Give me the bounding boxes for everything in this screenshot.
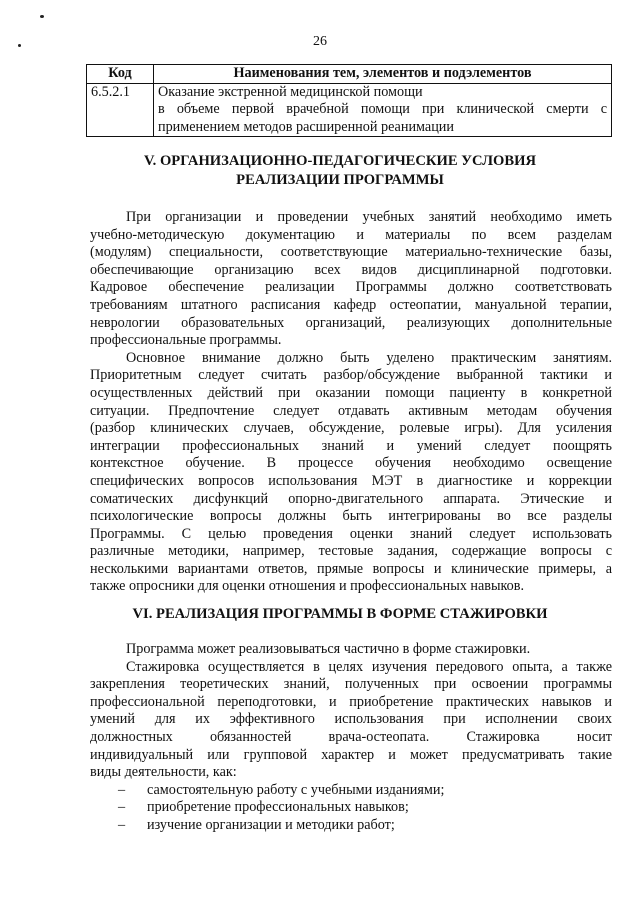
- text-line: виды деятельности, как:: [90, 764, 237, 781]
- text-line: умений для их эффективного использования при исполнении своих: [90, 711, 612, 728]
- topic-name-line: Оказание экстренной медицинской помощи: [158, 83, 423, 100]
- list-item-text: приобретение профессиональных навыков;: [147, 799, 409, 816]
- text-line: ситуации. Предпочтение следует отдавать активным методам обучения: [90, 402, 612, 419]
- page-number: 26: [313, 34, 327, 49]
- topic-name: [154, 83, 612, 137]
- text-line: Стажировка осуществляется в целях изучения передового опыта, а также: [126, 658, 612, 675]
- text-line: профессиональной переподготовки, и приобретение практических навыков и: [90, 693, 612, 710]
- list-marker: –: [118, 799, 126, 816]
- text-line: При организации и проведении учебных занятий необходимо иметь: [126, 209, 612, 225]
- section-5-title-line: V. ОРГАНИЗАЦИОННО-ПЕДАГОГИЧЕСКИЕ УСЛОВИЯ: [144, 153, 536, 169]
- table-row: [87, 83, 612, 137]
- text-line: специфических вопросов использования МЭТ в диагностике и коррекции: [90, 472, 612, 489]
- text-line: контекстное обучение. В процессе обучения необходимо освещение: [90, 455, 612, 472]
- section-5-body: [90, 209, 612, 596]
- text-line: Программа может реализовываться частично в форме стажировки.: [126, 641, 531, 657]
- column-header-name: Наименования тем, элементов и подэлементов: [154, 65, 612, 84]
- list-item-text: самостоятельную работу с учебными изданиями;: [147, 781, 445, 798]
- text-line: Кадровое обеспечение реализации Программы должно соответствовать: [90, 279, 612, 296]
- text-line: соматических дисфункций опорно-двигательного аппарата. Этические и: [90, 490, 612, 507]
- text-line: закрепления теоретических знаний, полученных при освоении программы: [90, 676, 612, 693]
- column-header-code: Код: [87, 65, 154, 84]
- text-line: должностных обязанностей врача-остеопата. Стажировка носит: [90, 728, 612, 745]
- topic-name-line: применением методов расширенной реанимации: [158, 118, 454, 135]
- text-line: несколькими вариантами ответов, прямые вопросы и клинические примеры, а: [90, 560, 612, 577]
- section-5-title-line: РЕАЛИЗАЦИИ ПРОГРАММЫ: [236, 172, 444, 188]
- text-line: также опросники для оценки отношения и профессиональных навыков.: [90, 578, 525, 595]
- list-item-text: изучение организации и методики работ;: [147, 816, 395, 833]
- text-line: психологические вопросы должны быть интегрированы во все разделы: [90, 508, 612, 525]
- table-header-row: [87, 65, 612, 84]
- list-marker: –: [118, 816, 126, 833]
- text-line: (модулям) специальности, соответствующие материально-технические базы,: [90, 244, 612, 261]
- text-line: различные методики, например, тестовые задания, содержащие вопросы с: [90, 543, 612, 560]
- scan-speck: [40, 15, 44, 18]
- topic-code: 6.5.2.1: [87, 83, 154, 137]
- text-line: профессиональные программы.: [90, 332, 282, 349]
- list-item: [90, 817, 612, 835]
- list-item: [90, 782, 612, 800]
- section-6-title: VI. РЕАЛИЗАЦИЯ ПРОГРАММЫ В ФОРМЕ СТАЖИРОВКИ: [132, 606, 548, 622]
- text-line: требованиям штатного расписания кафедр остеопатии, мануальной терапии,: [90, 296, 612, 313]
- text-line: Основное внимание должно быть уделено практическим занятиям.: [126, 349, 612, 366]
- section-5-title: [70, 152, 610, 190]
- list-marker: –: [118, 781, 126, 798]
- text-line: учебно-методическую документацию и материалы по всем разделам: [90, 226, 612, 243]
- text-line: неврологии образовательных организаций, реализующих дополнительные: [90, 314, 612, 331]
- text-line: (разбор клинических случаев, обсуждение, ролевые игры). Для усиления: [90, 420, 612, 437]
- text-line: индивидуальный или групповой характер и может предусматривать такие: [90, 746, 612, 763]
- text-line: Приоритетным следует считать разбор/обсуждение выбранной тактики и: [90, 367, 612, 384]
- text-line: обеспечивающие организацию всех видов дисциплинарной подготовки.: [90, 261, 612, 278]
- text-line: осуществленных действий при оказании помощи пациенту в конкретной: [90, 384, 612, 401]
- text-line: Программы. С целью проведения оценки знаний следует использовать: [90, 525, 612, 542]
- topic-name-line: в объеме первой врачебной помощи при клинической смерти с: [158, 101, 607, 117]
- scan-speck: [18, 44, 21, 47]
- text-line: интеграции профессиональных знаний и умений следует поощрять: [90, 437, 612, 454]
- list-item: [90, 799, 612, 817]
- section-6-body: [90, 641, 612, 835]
- topics-table: [86, 64, 612, 137]
